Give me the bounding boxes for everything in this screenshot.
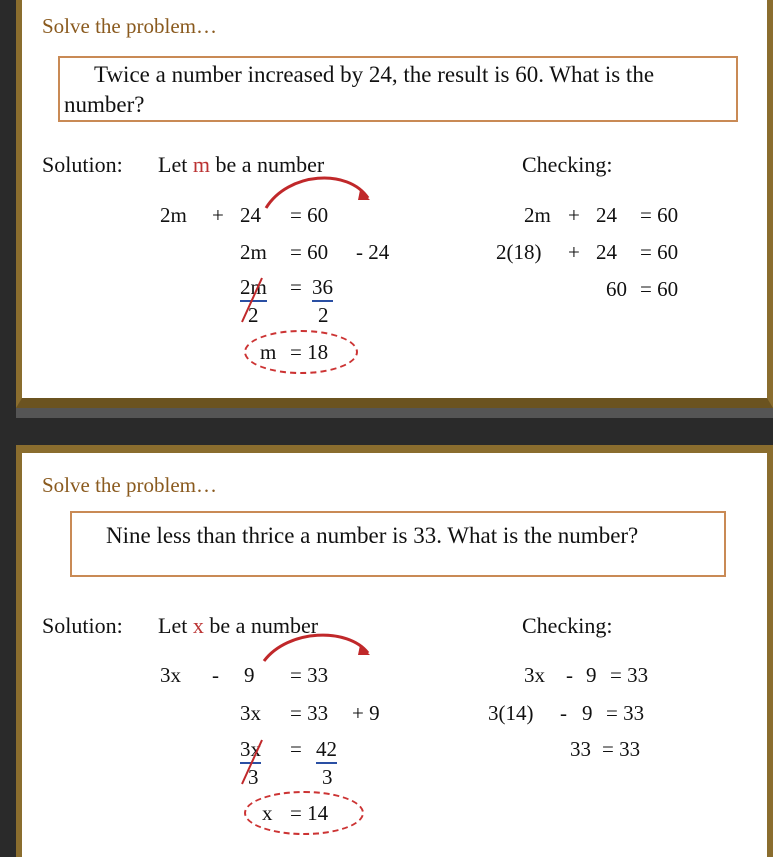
check2-eq: = 33 — [606, 701, 645, 725]
slide-problem-2 — [16, 445, 773, 857]
answer-variable: m — [260, 340, 277, 364]
let-prefix: Let — [158, 613, 188, 638]
check3-lhs: 60 — [606, 277, 627, 301]
problem-statement-line1: Nine less than thrice a number is 33. What is the number? — [106, 523, 639, 548]
check3-lhs: 33 — [570, 737, 591, 761]
checking-label: Checking: — [522, 613, 613, 638]
step2-op: + 9 — [352, 701, 380, 725]
cancel-strike-icon — [238, 276, 268, 326]
step3-denominator: 2 — [248, 303, 259, 327]
check2-lhs: 3(14) — [488, 701, 534, 725]
check3-eq: = 60 — [640, 277, 679, 301]
check2-op: + — [568, 240, 580, 264]
check2-term: 24 — [596, 240, 617, 264]
step3-denominator: 3 — [248, 765, 259, 789]
answer-variable: x — [262, 801, 273, 825]
step2-lhs: 2m — [240, 240, 267, 264]
problem-statement-line1: Twice a number increased by 24, the result is 60. What is the — [94, 62, 655, 87]
step1-eq: = 60 — [290, 203, 329, 227]
check3-eq: = 33 — [602, 737, 641, 761]
check2-term: 9 — [582, 701, 593, 725]
check1-eq: = 33 — [610, 663, 649, 687]
variable-name: x — [192, 613, 204, 638]
step1-op: + — [212, 203, 224, 227]
check2-lhs: 2(18) — [496, 240, 542, 264]
check2-op: - — [560, 701, 567, 725]
problem-statement-line2: number? — [64, 92, 145, 117]
step3-numerator: 2m — [240, 275, 267, 302]
problem-statement-box — [58, 56, 738, 122]
check1-term: 24 — [596, 203, 617, 227]
step3-rhs-denominator: 2 — [318, 303, 329, 327]
variable-name: m — [192, 152, 210, 177]
check1-op: + — [568, 203, 580, 227]
step2-op: - 24 — [356, 240, 390, 264]
check1-op: - — [566, 663, 573, 687]
step1-eq: = 33 — [290, 663, 329, 687]
check2-eq: = 60 — [640, 240, 679, 264]
check1-eq: = 60 — [640, 203, 679, 227]
let-prefix: Let — [158, 152, 188, 177]
step1-op: - — [212, 663, 219, 687]
step3-rhs-denominator: 3 — [322, 765, 333, 789]
answer-value: = 14 — [290, 801, 329, 825]
slide-problem-1 — [16, 0, 773, 408]
check1-term: 9 — [586, 663, 597, 687]
slide-header: Solve the problem… — [42, 14, 217, 38]
step3-numerator: 3x — [240, 737, 261, 764]
step1-lhs: 2m — [160, 203, 187, 227]
solution-label: Solution: — [42, 152, 123, 177]
step1-term: 24 — [240, 203, 261, 227]
check1-lhs: 3x — [524, 663, 545, 687]
slide-divider — [16, 408, 773, 418]
slide-header: Solve the problem… — [42, 473, 217, 497]
let-suffix: be a number — [215, 152, 325, 177]
cancel-strike-icon — [238, 738, 268, 788]
step3-rhs-numerator: 42 — [316, 737, 337, 764]
answer-value: = 18 — [290, 340, 329, 364]
check1-lhs: 2m — [524, 203, 551, 227]
step3-eq: = — [290, 737, 302, 761]
solution-label: Solution: — [42, 613, 123, 638]
let-suffix: be a number — [209, 613, 319, 638]
step3-eq: = — [290, 275, 302, 299]
step2-lhs: 3x — [240, 701, 261, 725]
problem-statement-box — [70, 511, 726, 577]
step2-eq: = 60 — [290, 240, 329, 264]
step1-term: 9 — [244, 663, 255, 687]
step2-eq: = 33 — [290, 701, 329, 725]
checking-label: Checking: — [522, 152, 613, 177]
step3-rhs-numerator: 36 — [312, 275, 333, 302]
step1-lhs: 3x — [160, 663, 181, 687]
